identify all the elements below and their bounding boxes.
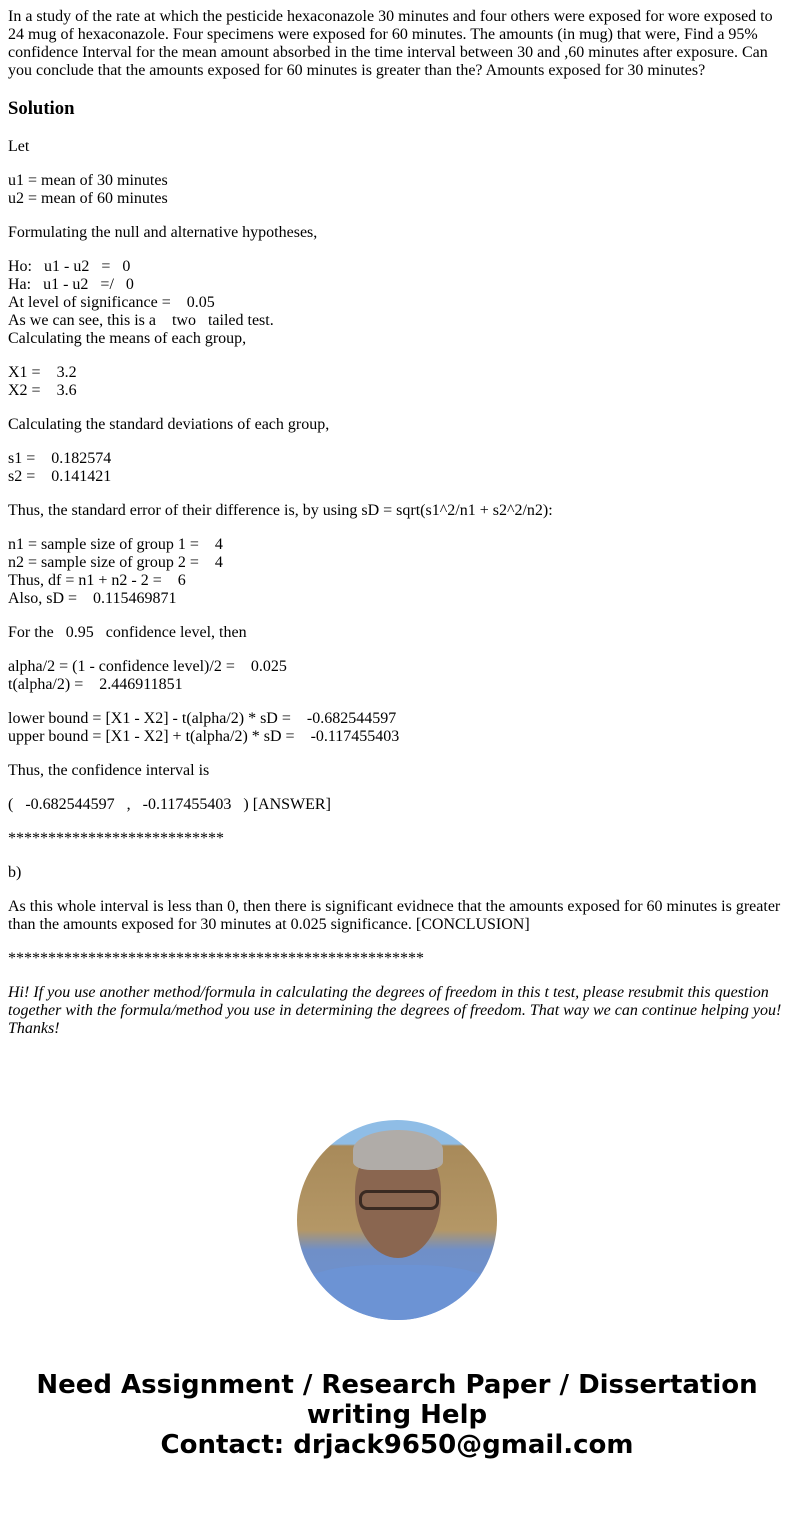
sample-sizes [8, 536, 786, 608]
sd-intro: Calculating the standard deviations of each group, [8, 416, 330, 433]
se-intro: Thus, the standard error of their difference is, by using sD = sqrt(s1^2/n1 + s2^2/n2): [8, 502, 553, 519]
footer [8, 1120, 786, 1460]
means [8, 364, 786, 400]
definition-line: u2 = mean of 60 minutes [8, 190, 168, 207]
alpha [8, 658, 786, 694]
hypothesis-line: Ha: u1 - u2 =/ 0 [8, 276, 134, 293]
hypothesis-line: As we can see, this is a two tailed test. [8, 312, 274, 329]
conclusion-text: As this whole interval is less than 0, then there is significant evidnece that the amounts exposed for 60 minutes is greater than the amounts exposed for 30 minutes at 0.025 significance. [CONCLUSION] [8, 898, 781, 933]
sample-line: Thus, df = n1 + n2 - 2 = 6 [8, 572, 186, 589]
bound-line: lower bound = [X1 - X2] - t(alpha/2) * sD = -0.682544597 [8, 710, 397, 727]
sd-line: s2 = 0.141421 [8, 468, 112, 485]
bounds [8, 710, 786, 746]
author-photo [297, 1120, 497, 1320]
confidence-level: For the 0.95 confidence level, then [8, 624, 247, 641]
hypothesis-line: Ho: u1 - u2 = 0 [8, 258, 131, 275]
sample-line: Also, sD = 0.115469871 [8, 590, 177, 607]
promo-contact: Contact: drjack9650@gmail.com [160, 1430, 634, 1460]
sample-line: n2 = sample size of group 2 = 4 [8, 554, 223, 571]
mean-line: X1 = 3.2 [8, 364, 77, 381]
divider-stars: *************************** [8, 830, 224, 847]
mean-line: X2 = 3.6 [8, 382, 77, 399]
formulating-text: Formulating the null and alternative hypotheses, [8, 224, 318, 241]
solution-heading: Solution [8, 98, 75, 119]
hypothesis-line: Calculating the means of each group, [8, 330, 247, 347]
promo-text [8, 1370, 786, 1460]
part-b-label: b) [8, 864, 22, 881]
definitions [8, 172, 786, 208]
sample-line: n1 = sample size of group 1 = 4 [8, 536, 223, 553]
hypotheses [8, 258, 786, 348]
question-text: In a study of the rate at which the pesticide hexaconazole 30 minutes and four others were exposed for wore exposed to 24 mug of hexaconazole. Four specimens were exposed for 60 minutes. The amounts (in mug) that were, Find a 95% confidence Interval for the mean amount absorbed in the time interval between 30 and ,60 minutes after exposure. Can you conclude that the amounts exposed for 60 minutes is greater than the? Amounts exposed for 30 minutes? [8, 8, 773, 79]
definition-line: u1 = mean of 30 minutes [8, 172, 168, 189]
promo-line: Need Assignment / Research Paper / Dissertation writing Help [36, 1370, 758, 1430]
alpha-line: t(alpha/2) = 2.446911851 [8, 676, 183, 693]
standard-deviations [8, 450, 786, 486]
hypothesis-line: At level of significance = 0.05 [8, 294, 215, 311]
note-text: Hi! If you use another method/formula in calculating the degrees of freedom in this t test, please resubmit this question together with the formula/method you use in determining the degrees of freedom. That way we can continue helping you! Thanks! [8, 984, 782, 1037]
ci-intro: Thus, the confidence interval is [8, 762, 210, 779]
divider-stars: **************************************************** [8, 950, 424, 967]
bound-line: upper bound = [X1 - X2] + t(alpha/2) * sD = -0.117455403 [8, 728, 400, 745]
sd-line: s1 = 0.182574 [8, 450, 112, 467]
let-text: Let [8, 138, 30, 155]
alpha-line: alpha/2 = (1 - confidence level)/2 = 0.025 [8, 658, 287, 675]
confidence-interval: ( -0.682544597 , -0.117455403 ) [ANSWER] [8, 796, 331, 813]
